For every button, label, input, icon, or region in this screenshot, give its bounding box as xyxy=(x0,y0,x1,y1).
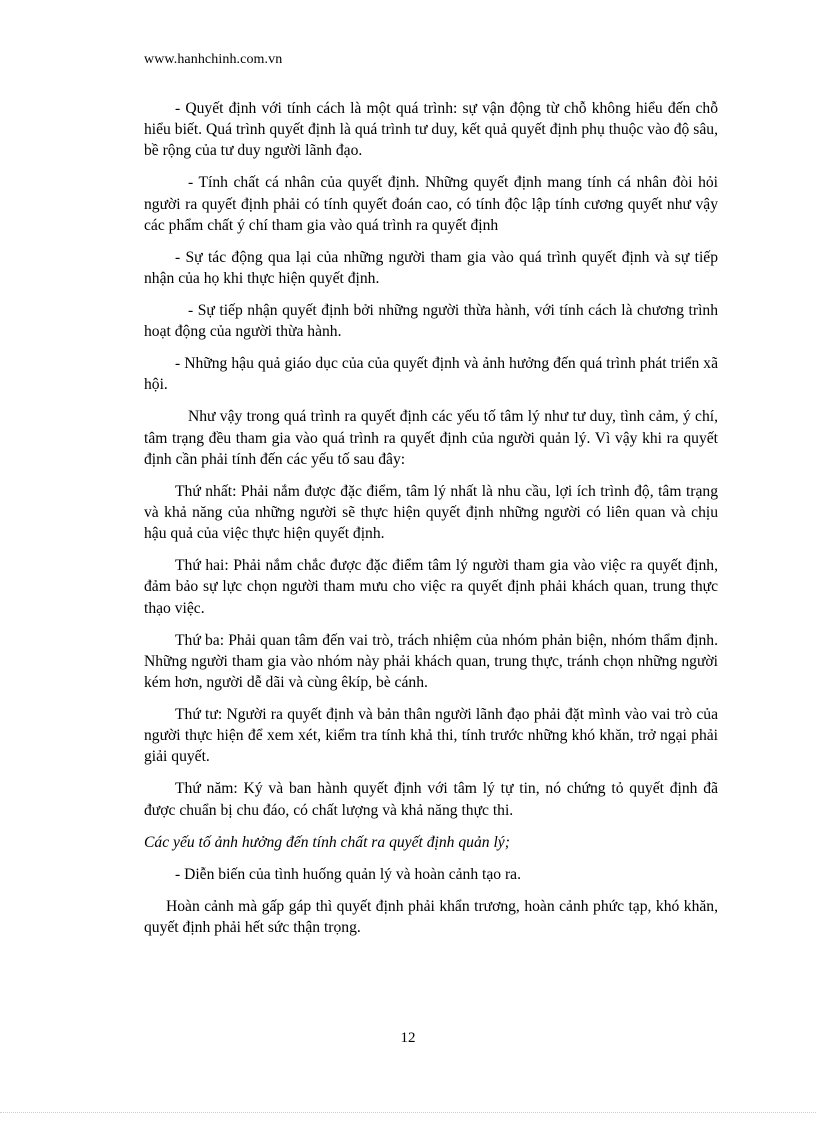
paragraph-third: Thứ ba: Phải quan tâm đến vai trò, trách nhiệm của nhóm phản biện, nhóm thẩm định. Những người tham gia vào nhóm này phải khách quan, trung thực, tránh chọn những người kém hơn, người dễ dãi và cùng êkíp, bè cánh. xyxy=(144,631,718,692)
document-body xyxy=(144,98,718,949)
page-number: 12 xyxy=(400,1030,416,1046)
paragraph-consequences: - Những hậu quả giáo dục của của quyết định và ảnh hưởng đến quá trình phát triển xã hội. xyxy=(144,355,718,394)
paragraph-reception: - Sự tiếp nhận quyết định bởi những người thừa hành, với tính cách là chương trình hoạt động của người thừa hành. xyxy=(144,302,718,341)
paragraph-second: Thứ hai: Phải nắm chắc được đặc điểm tâm lý người tham gia vào việc ra quyết định, đảm bảo sự lực chọn người tham mưu cho việc ra quyết định phải khách quan, trung thực thạo việc. xyxy=(144,557,718,617)
page-header-url: www.hanhchinh.com.vn xyxy=(144,52,283,67)
paragraph-first: Thứ nhất: Phải nắm được đặc điểm, tâm lý nhất là nhu cầu, lợi ích trình độ, tâm trạng và khả năng của những người sẽ thực hiện quyết định những người có liên quan và chịu hậu quả của việc thực hiện quyết định. xyxy=(144,482,718,543)
paragraph-individual-nature: - Tính chất cá nhân của quyết định. Những quyết định mang tính cá nhân đòi hỏi người ra quyết định phải có tính quyết đoán cao, có tính độc lập tính cương quyết như vậy các phẩm chất ý chí tham gia vào quá trình ra quyết định xyxy=(144,174,718,234)
paragraph-summary: Như vậy trong quá trình ra quyết định các yếu tố tâm lý như tư duy, tình cảm, ý chí, tâm trạng đều tham gia vào quá trình ra quyết định của người quản lý. Vì vậy khi ra quyết định cần phải tính đến các yếu tố sau đây: xyxy=(144,408,718,468)
paragraph-situation: - Diễn biến của tình huống quản lý và hoàn cảnh tạo ra. xyxy=(175,865,521,883)
page-bottom-divider xyxy=(0,1112,816,1113)
paragraph-fourth: Thứ tư: Người ra quyết định và bản thân người lãnh đạo phải đặt mình vào vai trò của người thực hiện để xem xét, kiểm tra tính khả thi, tính trước những khó khăn, trở ngại phải giải quyết. xyxy=(144,706,718,766)
paragraph-decision-process: - Quyết định với tính cách là một quá trình: sự vận động từ chỗ không hiểu đến chỗ hiểu biết. Quá trình quyết định là quá trình tư duy, kết quả quyết định phụ thuộc vào độ sâu, bề rộng của tư duy người lãnh đạo. xyxy=(144,100,718,160)
section-heading-factors: Các yếu tố ảnh hưởng đến tính chất ra quyết định quản lý; xyxy=(144,833,510,851)
paragraph-interaction: - Sự tác động qua lại của những người tham gia vào quá trình quyết định và sự tiếp nhận của họ khi thực hiện quyết định. xyxy=(144,248,718,288)
paragraph-circumstances: Hoàn cảnh mà gấp gáp thì quyết định phải khẩn trương, hoàn cảnh phức tạp, khó khăn, quyết định phải hết sức thận trọng. xyxy=(144,897,718,936)
paragraph-fifth: Thứ năm: Ký và ban hành quyết định với tâm lý tự tin, nó chứng tỏ quyết định đã được chuẩn bị chu đáo, có chất lượng và khả năng thực thi. xyxy=(144,780,718,819)
